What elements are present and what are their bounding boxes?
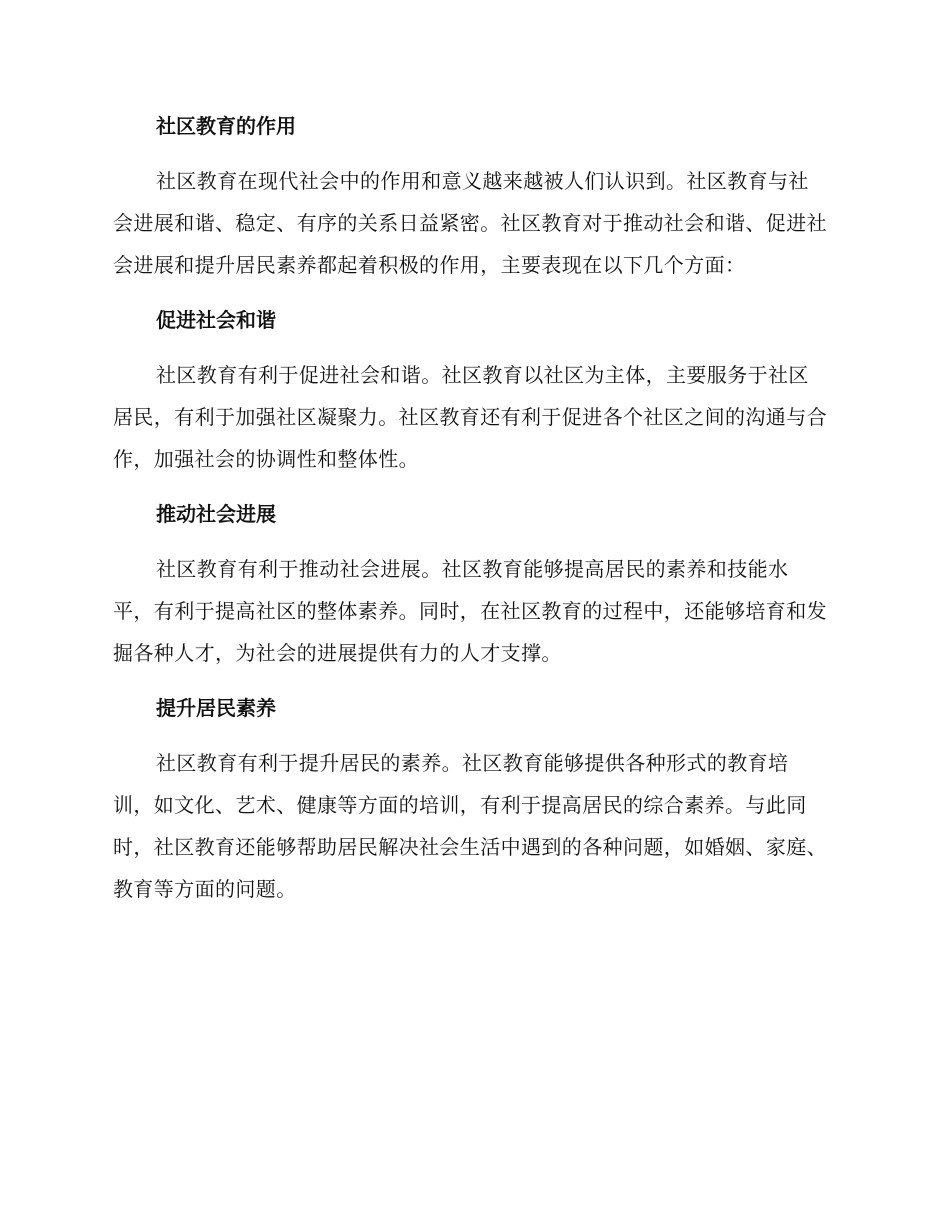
section-paragraph-role: 社区教育在现代社会中的作用和意义越来越被人们认识到。社区教育与社会进展和谐、稳定、有序的关系日益紧密。社区教育对于推动社会和谐、促进社会进展和提升居民素养都起着积极的作用，主要表现在以下几个方面：: [113, 169, 827, 277]
section-heading-literacy: 提升居民素养: [156, 696, 276, 720]
section-heading-harmony: 促进社会和谐: [156, 308, 276, 332]
section-heading-progress: 推动社会进展: [156, 502, 276, 526]
document-page: [113, 106, 829, 924]
section-paragraph-progress: 社区教育有利于推动社会进展。社区教育能够提高居民的素养和技能水平，有利于提高社区的整体素养。同时，在社区教育的过程中，还能够培育和发掘各种人才，为社会的进展提供有力的人才支撑。: [113, 557, 827, 665]
section-paragraph-literacy: 社区教育有利于提升居民的素养。社区教育能够提供各种形式的教育培训，如文化、艺术、健康等方面的培训，有利于提高居民的综合素养。与此同时，社区教育还能够帮助居民解决社会生活中遇到的各种问题，如婚姻、家庭、教育等方面的问题。: [113, 751, 827, 901]
section-heading-role: 社区教育的作用: [156, 114, 296, 138]
section-paragraph-harmony: 社区教育有利于促进社会和谐。社区教育以社区为主体，主要服务于社区居民，有利于加强社区凝聚力。社区教育还有利于促进各个社区之间的沟通与合作，加强社会的协调性和整体性。: [113, 363, 827, 471]
